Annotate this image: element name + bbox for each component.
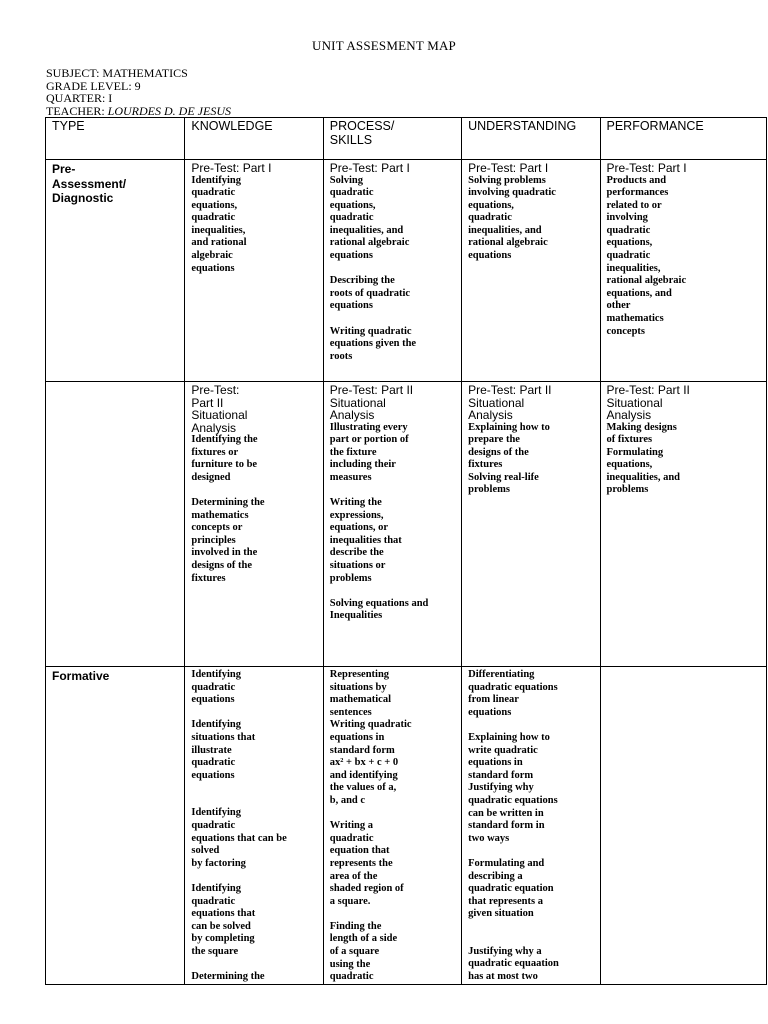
header-type: TYPE (46, 118, 185, 160)
cell-heading: Pre-Test: Part II Situational Analysis (191, 383, 248, 435)
cell-text (468, 175, 594, 263)
text-block: Explaining how to write quadratic equations in standard form Justifying why quadratic equations can be written in standard form in two ways (468, 731, 558, 844)
cell-text (607, 175, 762, 339)
cell-text (191, 669, 317, 984)
subject-line: SUBJECT: MATHEMATICS (46, 66, 188, 80)
table-row-situational-analysis (46, 382, 767, 667)
text-block: Identifying the fixtures or furniture to be designed (191, 434, 258, 483)
teacher-label: TEACHER: (46, 103, 108, 118)
cell-understanding (462, 667, 600, 985)
cell-performance (600, 160, 767, 382)
cell-heading: Pre-Test: Part I (606, 161, 687, 175)
cell-text (607, 422, 762, 498)
cell-text (330, 669, 456, 984)
grade-level-line: GRADE LEVEL: 9 (46, 78, 141, 93)
text-block: Identifying quadratic equations, quadratic inequalities, and rational algebraic equations (191, 174, 247, 274)
text-block: Representing situations by mathematical sentences Writing quadratic equations in standard form ax² + bx + c + 0 and identifying the values of a, b, and c (329, 669, 412, 806)
cell-performance (600, 667, 767, 985)
text-block: Writing a quadratic equation that represents the area of the shaded region of a square. (329, 820, 404, 907)
header-process-skills: PROCESS/ SKILLS (323, 118, 461, 160)
cell-heading: Pre-Test: Part II Situational Analysis (606, 383, 690, 422)
text-block: Products and performances related to or involving quadratic equations, quadratic inequalities, rational algebraic equations, and other mathematics concepts (606, 174, 687, 337)
cell-knowledge (185, 382, 323, 667)
cell-knowledge (185, 160, 323, 382)
header-performance: PERFORMANCE (600, 118, 767, 160)
assessment-map-table (45, 117, 767, 985)
cell-type (46, 382, 185, 667)
cell-process (323, 382, 461, 667)
cell-process (323, 667, 461, 985)
text-block: Solving equations and Inequalities (329, 597, 429, 622)
text-block: Solving quadratic equations, quadratic inequalities, and rational algebraic equations (329, 174, 410, 262)
quarter-line: QUARTER: I (46, 91, 113, 106)
cell-text (330, 422, 456, 624)
cell-heading: Pre-Test: Part I (468, 161, 549, 175)
header-knowledge: KNOWLEDGE (185, 118, 323, 160)
header-understanding: UNDERSTANDING (462, 118, 600, 160)
text-block: Identifying quadratic equations (191, 669, 241, 706)
type-label: Pre- Assessment/ Diagnostic (52, 162, 127, 205)
text-block: Determining the mathematics concepts or principles involved in the designs of the fixtures (191, 496, 265, 584)
text-block: Formulating and describing a quadratic equation that represents a given situation (468, 857, 554, 920)
text-block: Determining the (191, 971, 265, 983)
cell-heading: Pre-Test: Part II Situational Analysis (329, 383, 414, 422)
cell-text (468, 669, 594, 984)
text-block: Identifying situations that illustrate quadratic equations (191, 719, 256, 781)
text-block: Solving problems involving quadratic equations, quadratic inequalities, and rational algebraic equations (468, 174, 556, 262)
cell-text (191, 175, 317, 276)
teacher-name: LOURDES D. DE JESUS (107, 103, 231, 118)
text-block: Illustrating every part or portion of the fixture including their measures (329, 421, 409, 483)
table-row-formative (46, 667, 767, 985)
text-block: Making designs of fixtures Formulating equations, inequalities, and problems (606, 421, 681, 496)
page-title: UNIT ASSESMENT MAP (312, 38, 456, 53)
cell-text (468, 422, 594, 498)
cell-heading: Pre-Test: Part I (329, 161, 410, 175)
text-block: Writing quadratic equations given the roots (329, 325, 417, 362)
text-block: Identifying quadratic equations that can be solved by factoring (191, 807, 287, 869)
cell-type (46, 667, 185, 985)
text-block: Finding the length of a side of a square using the quadratic (329, 920, 398, 983)
cell-knowledge (185, 667, 323, 985)
cell-understanding (462, 382, 600, 667)
text-block: Differentiating quadratic equations from linear equations (468, 669, 558, 718)
cell-text (330, 175, 456, 364)
text-block: Identifying quadratic equations that can be solved by completing the square (191, 882, 256, 957)
cell-process (323, 160, 461, 382)
cell-understanding (462, 160, 600, 382)
text-block: Describing the roots of quadratic equations (329, 275, 411, 312)
cell-type (46, 160, 185, 382)
text-block: Explaining how to prepare the designs of the fixtures Solving real-life problems (468, 421, 550, 496)
document-meta (46, 67, 231, 117)
type-label: Formative (52, 669, 110, 683)
cell-heading: Pre-Test: Part II Situational Analysis (468, 383, 552, 422)
cell-heading: Pre-Test: Part I (191, 161, 272, 175)
text-block: Justifying why a quadratic equaation has at most two (468, 945, 559, 983)
cell-performance (600, 382, 767, 667)
cell-text (191, 434, 317, 585)
text-block: Writing the expressions, equations, or inequalities that describe the situations or problems (329, 497, 402, 584)
table-header-row (46, 118, 767, 160)
teacher-line (46, 105, 231, 118)
table-row-pre-assessment (46, 160, 767, 382)
